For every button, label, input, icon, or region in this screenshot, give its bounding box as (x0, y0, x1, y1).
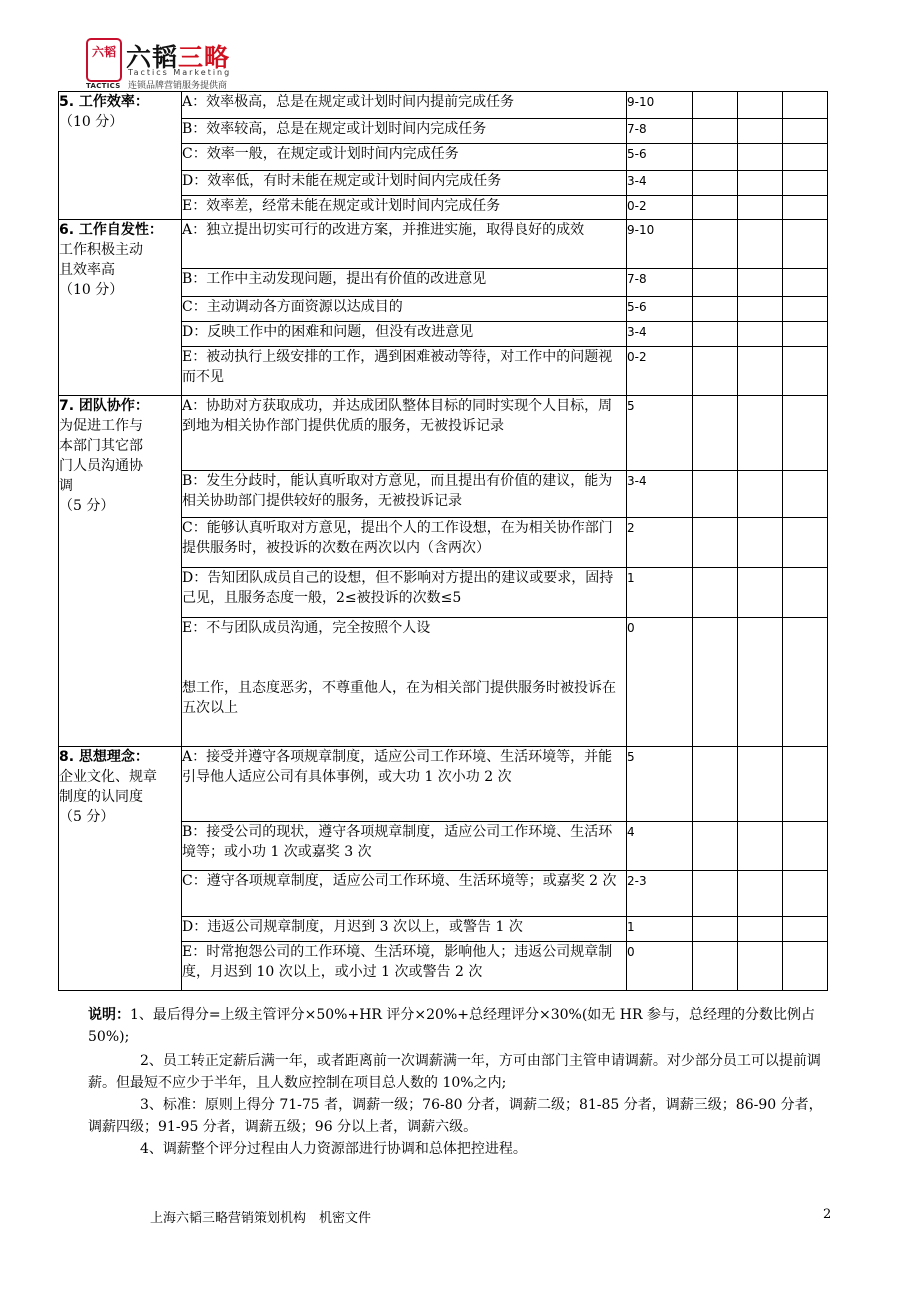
rating-cell-manager[interactable] (783, 396, 828, 471)
criteria-text: C：能够认真听取对方意见，提出个人的工作设想，在为相关协作部门提供服务时，被投诉的次数在两次以内（含两次） (182, 520, 613, 556)
criteria-text: B：接受公司的现状，遵守各项规章制度，适应公司工作环境、生活环境等；或小功 1 次或嘉奖 3 次 (182, 824, 613, 860)
rating-cell-supervisor[interactable] (693, 518, 738, 568)
rating-cell-hr[interactable] (738, 871, 783, 917)
table-row (59, 747, 828, 822)
category-description: 企业文化、规章 (59, 769, 157, 785)
table-row (59, 396, 828, 471)
category-title: 7. 团队协作： (59, 398, 149, 414)
category-description: 且效率高 (59, 262, 115, 278)
table-row (59, 220, 828, 269)
rating-cell-supervisor[interactable] (693, 568, 738, 618)
rating-cell-manager[interactable] (783, 618, 828, 747)
criteria-text: C：遵守各项规章制度，适应公司工作环境、生活环境等；或嘉奖 2 次 (182, 873, 617, 889)
rating-cell-hr[interactable] (738, 171, 783, 196)
rating-cell-supervisor[interactable] (693, 196, 738, 220)
criteria-cell (182, 196, 627, 220)
brand-english: Tactics Marketing (128, 68, 232, 77)
rating-cell-hr[interactable] (738, 822, 783, 871)
brand-name-black: 六韬 (126, 43, 179, 72)
category-title: 5. 工作效率： (59, 94, 149, 110)
seal-text: 六韬 (91, 45, 116, 59)
category-description: （10 分） (59, 114, 124, 130)
criteria-text: E：被动执行上级安排的工作，遇到困难被动等待，对工作中的问题视而不见 (182, 349, 613, 385)
rating-cell-supervisor[interactable] (693, 747, 738, 822)
criteria-cell (182, 942, 627, 991)
rating-cell-supervisor[interactable] (693, 822, 738, 871)
evaluation-table-body (59, 92, 828, 991)
rating-cell-supervisor[interactable] (693, 618, 738, 747)
criteria-cell (182, 618, 627, 747)
rating-cell-hr[interactable] (738, 144, 783, 171)
rating-cell-manager[interactable] (783, 568, 828, 618)
category-description: （5 分） (59, 809, 115, 825)
score-range-cell: 5 (627, 396, 693, 471)
rating-cell-manager[interactable] (783, 822, 828, 871)
rating-cell-supervisor[interactable] (693, 220, 738, 269)
rating-cell-manager[interactable] (783, 196, 828, 220)
rating-cell-supervisor[interactable] (693, 471, 738, 518)
rating-cell-supervisor[interactable] (693, 871, 738, 917)
criteria-text: B：工作中主动发现问题，提出有价值的改进意见 (182, 271, 487, 287)
table-row (59, 92, 828, 119)
criteria-text: A：协助对方获取成功，并达成团队整体目标的同时实现个人目标，周到地为相关协作部门提供优质的服务，无被投诉记录 (182, 398, 613, 434)
criteria-text: A：独立提出切实可行的改进方案，并推进实施，取得良好的成效 (182, 222, 585, 238)
brand-subtitle: 连锁品牌营销服务提供商 (128, 81, 228, 91)
criteria-cell (182, 396, 627, 471)
score-range-cell: 0-2 (627, 347, 693, 396)
score-range-cell: 1 (627, 568, 693, 618)
score-range-cell: 3-4 (627, 322, 693, 347)
note-2: 2、员工转正定薪后满一年，或者距离前一次调薪满一年，方可由部门主管申请调薪。对少部分员工可以提前调薪。但最短不应少于半年，且人数应控制在项目总人数的 10%之内; (88, 1053, 821, 1091)
category-description: 工作积极主动 (59, 242, 143, 258)
rating-cell-manager[interactable] (783, 171, 828, 196)
rating-cell-supervisor[interactable] (693, 297, 738, 322)
criteria-cell (182, 568, 627, 618)
rating-cell-supervisor[interactable] (693, 92, 738, 119)
criteria-text: D：反映工作中的困难和问题，但没有改进意见 (182, 324, 474, 340)
rating-cell-hr[interactable] (738, 396, 783, 471)
category-description: （10 分） (59, 282, 124, 298)
rating-cell-supervisor[interactable] (693, 917, 738, 942)
seal-english: TACTICS (86, 82, 121, 90)
note-1 (88, 1004, 833, 1048)
rating-cell-manager[interactable] (783, 269, 828, 297)
criteria-cell (182, 297, 627, 322)
criteria-cell (182, 322, 627, 347)
criteria-text: E：效率差，经常未能在规定或计划时间内完成任务 (182, 198, 501, 214)
rating-cell-hr[interactable] (738, 92, 783, 119)
score-range-cell: 9-10 (627, 220, 693, 269)
rating-cell-supervisor[interactable] (693, 144, 738, 171)
rating-cell-manager[interactable] (783, 92, 828, 119)
category-description: 为促进工作与 (59, 418, 143, 434)
criteria-cell (182, 119, 627, 144)
rating-cell-manager[interactable] (783, 347, 828, 396)
rating-cell-supervisor[interactable] (693, 171, 738, 196)
criteria-cell (182, 347, 627, 396)
rating-cell-hr[interactable] (738, 220, 783, 269)
rating-cell-supervisor[interactable] (693, 269, 738, 297)
company-logo (86, 38, 256, 91)
criteria-text: C：主动调动各方面资源以达成目的 (182, 299, 403, 315)
rating-cell-manager[interactable] (783, 471, 828, 518)
score-range-cell: 7-8 (627, 119, 693, 144)
criteria-cell (182, 471, 627, 518)
rating-cell-supervisor[interactable] (693, 396, 738, 471)
rating-cell-hr[interactable] (738, 196, 783, 220)
criteria-cell (182, 518, 627, 568)
rating-cell-hr[interactable] (738, 568, 783, 618)
rating-cell-hr[interactable] (738, 471, 783, 518)
rating-cell-hr[interactable] (738, 269, 783, 297)
category-description: 制度的认同度 (59, 789, 143, 805)
category-description: 本部门其它部 (59, 438, 143, 454)
criteria-text: E：时常抱怨公司的工作环境、生活环境，影响他人；违返公司规章制度，月迟到 10 次以上，或小过 1 次或警告 2 次 (182, 944, 613, 980)
score-range-cell: 0 (627, 942, 693, 991)
score-range-cell: 2 (627, 518, 693, 568)
rating-cell-manager[interactable] (783, 322, 828, 347)
criteria-text: D：告知团队成员自己的设想，但不影响对方提出的建议或要求，固持己见，且服务态度一般，2≤被投诉的次数≤5 (182, 570, 614, 606)
rating-cell-hr[interactable] (738, 942, 783, 991)
score-range-cell: 3-4 (627, 471, 693, 518)
rating-cell-manager[interactable] (783, 119, 828, 144)
category-cell (59, 92, 182, 220)
rating-cell-hr[interactable] (738, 917, 783, 942)
notes-section (88, 1004, 833, 1160)
rating-cell-hr[interactable] (738, 518, 783, 568)
rating-cell-hr[interactable] (738, 747, 783, 822)
note-1-text: 1、最后得分=上级主管评分×50%+HR 评分×20%+总经理评分×30%(如无 HR 参与，总经理的分数比例占 50%); (88, 1007, 815, 1045)
criteria-text: A：接受并遵守各项规章制度，适应公司工作环境、生活环境等，并能引导他人适应公司有具体事例，或大功 1 次小功 2 次 (182, 749, 613, 785)
criteria-cell (182, 822, 627, 871)
criteria-cell (182, 171, 627, 196)
rating-cell-manager[interactable] (783, 942, 828, 991)
criteria-gap (182, 638, 626, 678)
score-range-cell: 9-10 (627, 92, 693, 119)
criteria-text: B：效率较高，总是在规定或计划时间内完成任务 (182, 121, 487, 137)
criteria-text: A：效率极高，总是在规定或计划时间内提前完成任务 (182, 94, 515, 110)
category-description: 调 (59, 478, 73, 494)
rating-cell-supervisor[interactable] (693, 347, 738, 396)
rating-cell-manager[interactable] (783, 871, 828, 917)
rating-cell-supervisor[interactable] (693, 322, 738, 347)
category-cell (59, 396, 182, 747)
brand-name-red: 三略 (178, 43, 231, 72)
criteria-cell (182, 92, 627, 119)
category-cell (59, 747, 182, 991)
criteria-cell (182, 144, 627, 171)
evaluation-table (58, 91, 828, 991)
score-range-cell: 2-3 (627, 871, 693, 917)
rating-cell-hr[interactable] (738, 618, 783, 747)
footer-text: 上海六韬三略营销策划机构 机密文件 (150, 1211, 372, 1226)
rating-cell-manager[interactable] (783, 917, 828, 942)
criteria-text: C：效率一般，在规定或计划时间内完成任务 (182, 146, 459, 162)
rating-cell-supervisor[interactable] (693, 119, 738, 144)
rating-cell-hr[interactable] (738, 119, 783, 144)
note-3: 3、标准：原则上得分 71-75 者，调薪一级；76-80 分者，调薪二级；81-85 分者，调薪三级；86-90 分者，调薪四级；91-95 分者，调薪五级；96 分以上者，调薪六级。 (88, 1097, 823, 1135)
criteria-text-continued: 想工作，且态度恶劣，不尊重他人，在为相关部门提供服务时被投诉在五次以上 (182, 680, 616, 716)
criteria-text: D：违返公司规章制度，月迟到 3 次以上，或警告 1 次 (182, 919, 523, 935)
criteria-text: D：效率低，有时未能在规定或计划时间内完成任务 (182, 173, 502, 189)
criteria-cell (182, 871, 627, 917)
category-cell (59, 220, 182, 396)
score-range-cell: 0 (627, 618, 693, 747)
category-description: （5 分） (59, 498, 115, 514)
note-4: 4、调薪整个评分过程由人力资源部进行协调和总体把控进程。 (140, 1141, 527, 1157)
criteria-text: B：发生分歧时，能认真听取对方意见，而且提出有价值的建议，能为相关协助部门提供较好的服务，无被投诉记录 (182, 473, 613, 509)
rating-cell-hr[interactable] (738, 297, 783, 322)
rating-cell-supervisor[interactable] (693, 942, 738, 991)
score-range-cell: 4 (627, 822, 693, 871)
rating-cell-hr[interactable] (738, 322, 783, 347)
rating-cell-manager[interactable] (783, 297, 828, 322)
score-range-cell: 1 (627, 917, 693, 942)
criteria-cell (182, 269, 627, 297)
rating-cell-hr[interactable] (738, 347, 783, 396)
criteria-cell (182, 747, 627, 822)
criteria-cell (182, 220, 627, 269)
criteria-text: E：不与团队成员沟通，完全按照个人设 (182, 620, 431, 636)
notes-label: 说明： (88, 1007, 130, 1023)
score-range-cell: 3-4 (627, 171, 693, 196)
rating-cell-manager[interactable] (783, 747, 828, 822)
category-title: 8. 思想理念： (59, 749, 149, 765)
score-range-cell: 7-8 (627, 269, 693, 297)
score-range-cell: 5 (627, 747, 693, 822)
score-range-cell: 0-2 (627, 196, 693, 220)
rating-cell-manager[interactable] (783, 518, 828, 568)
category-description: 门人员沟通协 (59, 458, 143, 474)
category-title: 6. 工作自发性： (59, 222, 163, 238)
score-range-cell: 5-6 (627, 144, 693, 171)
score-range-cell: 5-6 (627, 297, 693, 322)
rating-cell-manager[interactable] (783, 144, 828, 171)
page-number: 2 (823, 1207, 832, 1222)
rating-cell-manager[interactable] (783, 220, 828, 269)
criteria-cell (182, 917, 627, 942)
